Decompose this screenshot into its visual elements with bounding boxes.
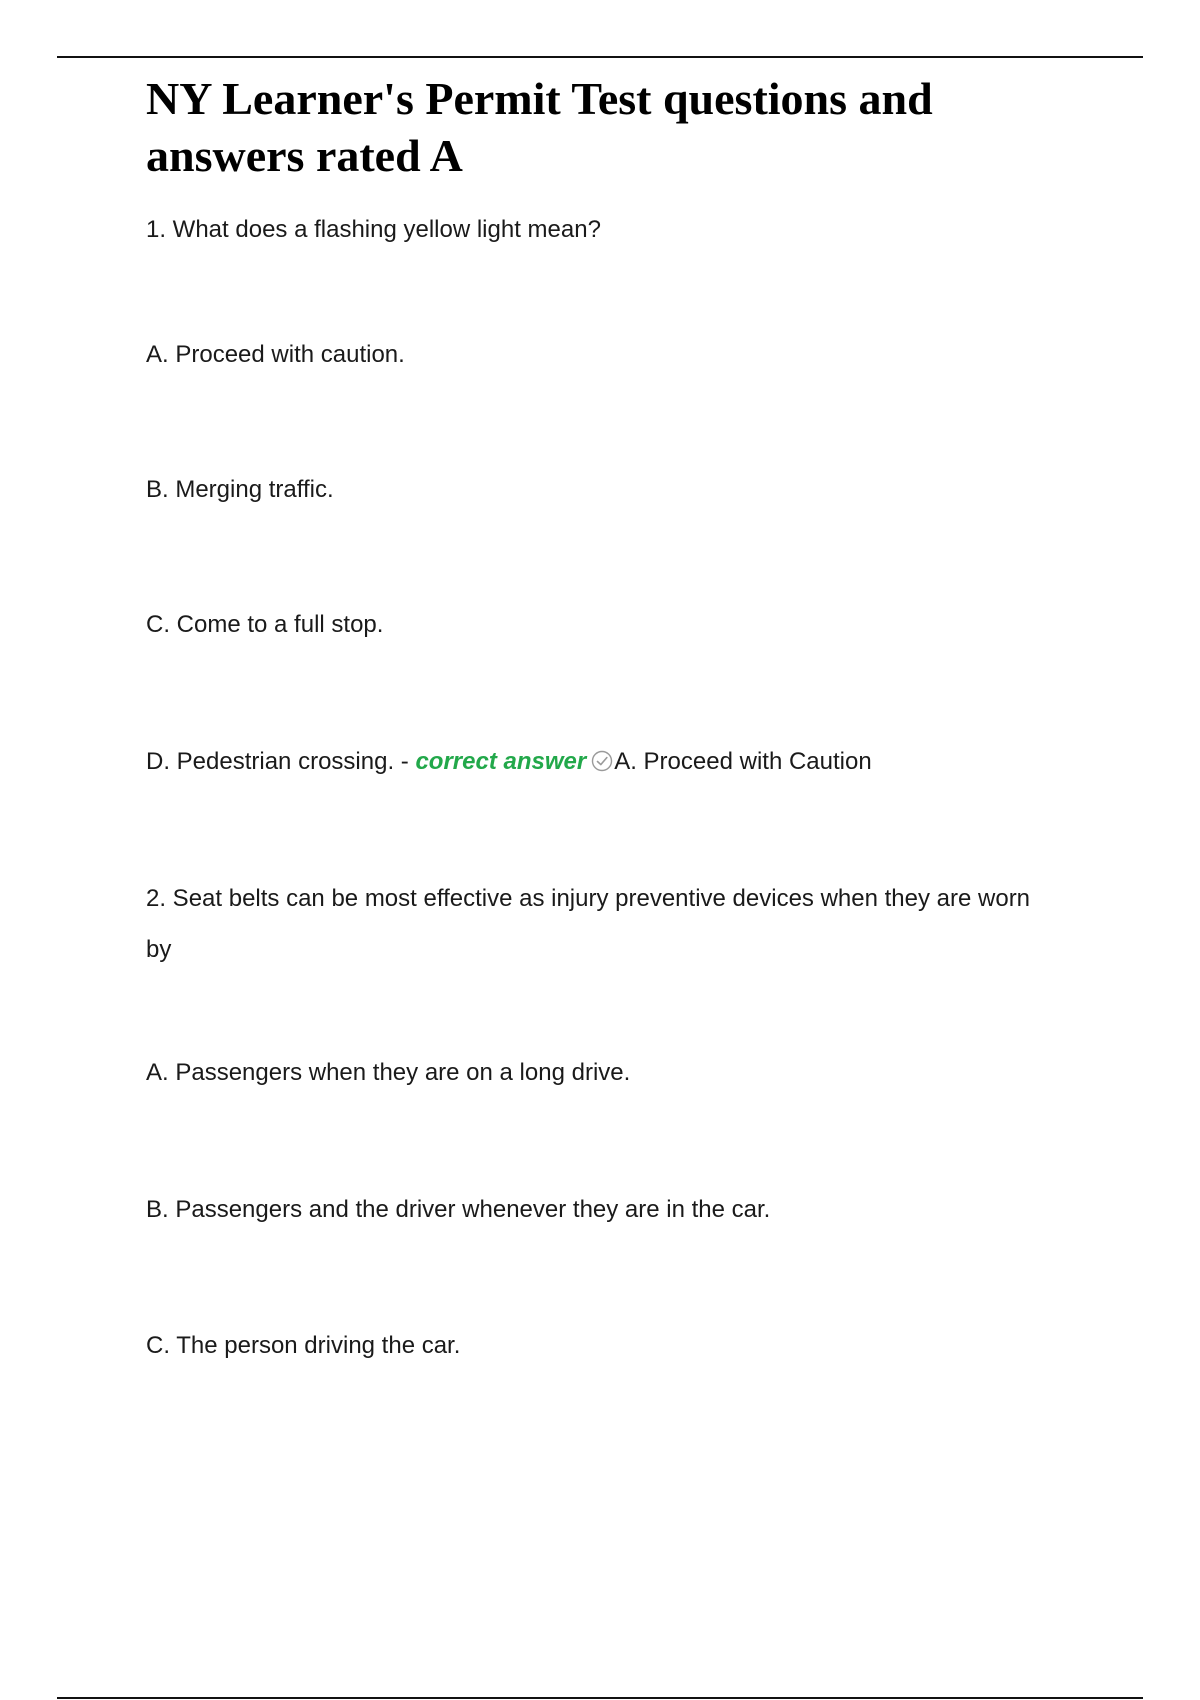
answer-option: A. Passengers when they are on a long drive. (146, 1059, 631, 1086)
answer-option (146, 610, 383, 640)
top-rule (57, 56, 1143, 58)
check-circle-icon (591, 750, 613, 780)
answer-option: C. The person driving the car. (146, 1332, 461, 1359)
correct-answer-text: A. Proceed with Caution (614, 748, 872, 775)
page-title: NY Learner's Permit Test questions and answers rated A (146, 73, 933, 181)
answer-option: B. Passengers and the driver whenever they are in the car. (146, 1196, 771, 1223)
answer-option: A. Proceed with caution. (146, 341, 405, 368)
question-prompt: 2. Seat belts can be most effective as injury preventive devices when they are worn by (146, 885, 1031, 963)
answer-option-text: D. Pedestrian crossing. - (146, 748, 416, 775)
answer-option-with-key (146, 747, 872, 780)
answer-option-text: C. Come to a full stop. (146, 611, 384, 638)
answer-option: B. Merging traffic. (146, 476, 334, 503)
correct-answer-label: correct answer (415, 748, 587, 775)
bottom-rule (57, 1697, 1143, 1699)
question-prompt: 1. What does a flashing yellow light mean? (146, 216, 601, 243)
